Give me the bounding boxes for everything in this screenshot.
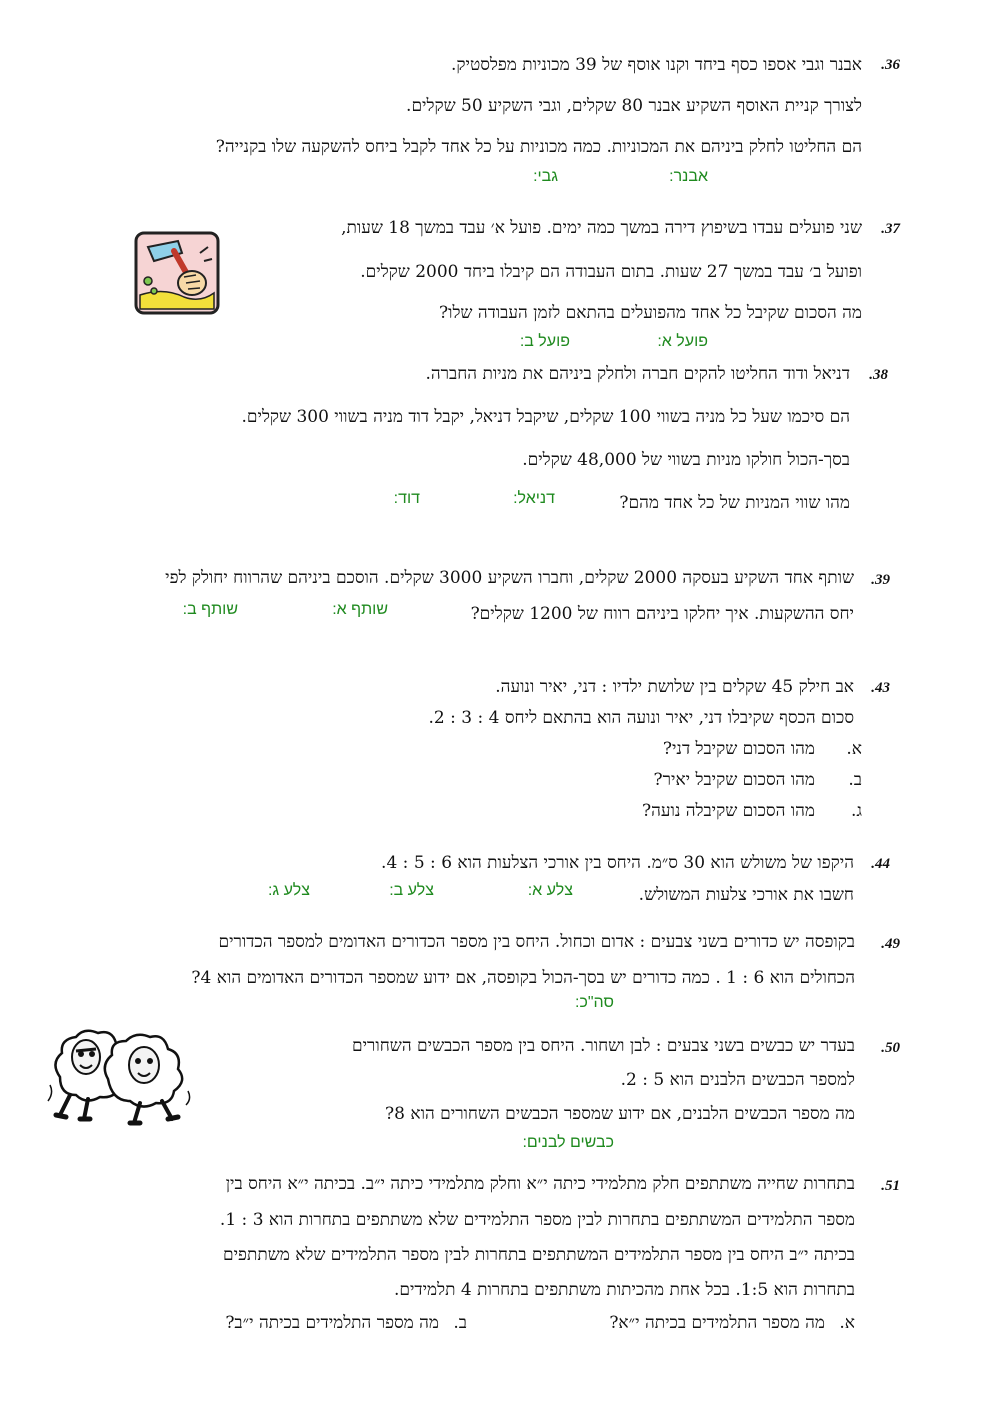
question-number: .50 — [881, 1040, 900, 1056]
answer-label[interactable]: אבנר: — [669, 168, 708, 185]
question-number: .44 — [871, 856, 890, 872]
question-text: מהו שווי המניות של כל אחד מהם? — [619, 493, 850, 513]
sub-question-mark: א. — [839, 1313, 855, 1333]
question-text: למספר הכבשים הלבנים הוא 5 : 2. — [620, 1070, 855, 1090]
question-text: חשבו את אורכי צלעות המשולש. — [638, 885, 854, 905]
question-text: היקפו של משולש הוא 30 ס״מ. היחס בין אורכי הצלעות הוא 6 : 5 : 4. — [381, 853, 854, 873]
question-text: לצורך קניית האוסף השקיע אבנר 80 שקלים, וגבי השקיע 50 שקלים. — [406, 96, 862, 116]
question-text: יחס ההשקעות. איך יחלקו ביניהם רווח של 1200 שקלים? — [470, 604, 854, 624]
question-text: סכום הכסף שקיבלו דני, יאיר ונועה הוא בהתאם ליחס 4 : 3 : 2. — [428, 708, 854, 728]
sub-question-mark: א. — [846, 739, 862, 759]
answer-label[interactable]: סה"כ: — [575, 994, 614, 1011]
answer-label[interactable]: דוד: — [393, 490, 420, 507]
answer-label[interactable]: שותף א: — [332, 601, 388, 618]
question-text: בסך-הכול חולקו מניות בשווי של 48,000 שקלים. — [522, 450, 850, 470]
question-text: ופועל ב׳ עבד במשך 27 שעות. בתום העבודה הם קיבלו ביחד 2000 שקלים. — [360, 262, 862, 282]
question-text: הם סיכמו שעל כל מניה בשווי 100 שקלים, שיקבל דניאל, יקבל דוד מניה בשווי 300 שקלים. — [241, 407, 850, 427]
question-text: מספר התלמידים המשתתפים בתחרות לבין מספר התלמידים שלא משתתפים בתחרות הוא 3 : 1. — [219, 1210, 855, 1230]
question-number: .37 — [881, 221, 900, 237]
sub-question-mark: ב. — [453, 1313, 467, 1333]
question-number: .49 — [881, 936, 900, 952]
answer-label[interactable]: צלע ב: — [389, 882, 434, 899]
question-text: הכחולים הוא 6 : 1 . כמה כדורים יש בסך-הכול בקופסה, אם ידוע שמספר הכדורים האדומים הוא 4? — [191, 968, 855, 988]
hammer-hand-icon — [134, 231, 220, 315]
sub-question-text: מהו הסכום שקיבלה נועה? — [641, 801, 815, 821]
question-number: .38 — [869, 367, 888, 383]
sub-question-text: מה מספר התלמידים בכיתה י״ב? — [225, 1313, 439, 1333]
question-number: .43 — [871, 680, 890, 696]
sub-question-text: מה מספר התלמידים בכיתה י״א? — [609, 1313, 825, 1333]
answer-label[interactable]: צלע ג: — [267, 882, 310, 899]
question-number: .36 — [881, 57, 900, 73]
answer-label[interactable]: שותף ב: — [182, 601, 238, 618]
sheep-icon — [46, 1019, 194, 1129]
question-text: דניאל ודוד החליטו להקים חברה ולחלק ביניהם את מניות החברה. — [425, 364, 850, 384]
answer-label[interactable]: צלע א: — [527, 882, 573, 899]
question-text: מה הסכום שקיבל כל אחד מהפועלים בהתאם לזמן העבודה שלו? — [439, 303, 862, 323]
sub-question-mark: ג. — [850, 801, 862, 821]
answer-label[interactable]: כבשים לבנים: — [522, 1134, 614, 1151]
sub-question-mark: ב. — [848, 770, 862, 790]
question-number: .39 — [871, 572, 890, 588]
answer-label[interactable]: גבי: — [533, 168, 558, 185]
question-text: מה מספר הכבשים הלבנים, אם ידוע שמספר הכבשים השחורים הוא 8? — [385, 1104, 855, 1124]
question-text: בעדר יש כבשים בשני צבעים : לבן ושחור. היחס בין מספר הכבשים השחורים — [351, 1036, 855, 1056]
question-text: שני פועלים עבדו בשיפוץ דירה במשך כמה ימים. פועל א׳ עבד במשך 18 שעות, — [341, 218, 862, 238]
question-text: בכיתה י״ב היחס בין מספר התלמידים המשתתפים בתחרות לבין מספר התלמידים שלא משתתפים — [222, 1245, 855, 1265]
answer-label[interactable]: פועל א: — [657, 333, 708, 350]
question-text: שותף אחד השקיע בעסקה 2000 שקלים, וחברו השקיע 3000 שקלים. הוסכם ביניהם שהרווח יחולק לפי — [165, 568, 854, 588]
question-text: בתחרות הוא 1:5. בכל אחת מהכיתות משתתפים בתחרות 4 תלמידים. — [393, 1280, 855, 1300]
question-number: .51 — [881, 1178, 900, 1194]
question-text: בקופסה יש כדורים בשני צבעים : אדום וכחול. היחס בין מספר הכדורים האדומים למספר הכדורים — [218, 932, 855, 952]
question-text: אבנר וגבי אספו כסף ביחד וקנו אוסף של 39 מכוניות מפלסטיק. — [451, 55, 862, 75]
answer-label[interactable]: פועל ב: — [519, 333, 570, 350]
sub-question-text: מהו הסכום שקיבל יאיר? — [653, 770, 815, 790]
answer-label[interactable]: דניאל: — [513, 490, 555, 507]
question-text: בתחרות שחייה משתתפים חלק מתלמידי כיתה י״א וחלק מתלמידי כיתה י״ב. בכיתה י״א היחס בין — [225, 1174, 855, 1194]
question-text: אב חילק 45 שקלים בין שלושת ילדיו : דני, יאיר ונועה. — [495, 677, 854, 697]
sub-question-text: מהו הסכום שקיבל דני? — [662, 739, 815, 759]
question-text: הם החליטו לחלק ביניהם את המכוניות. כמה מכוניות על כל אחד לקבל ביחס להשקעה שלו בקנייה? — [215, 137, 862, 157]
